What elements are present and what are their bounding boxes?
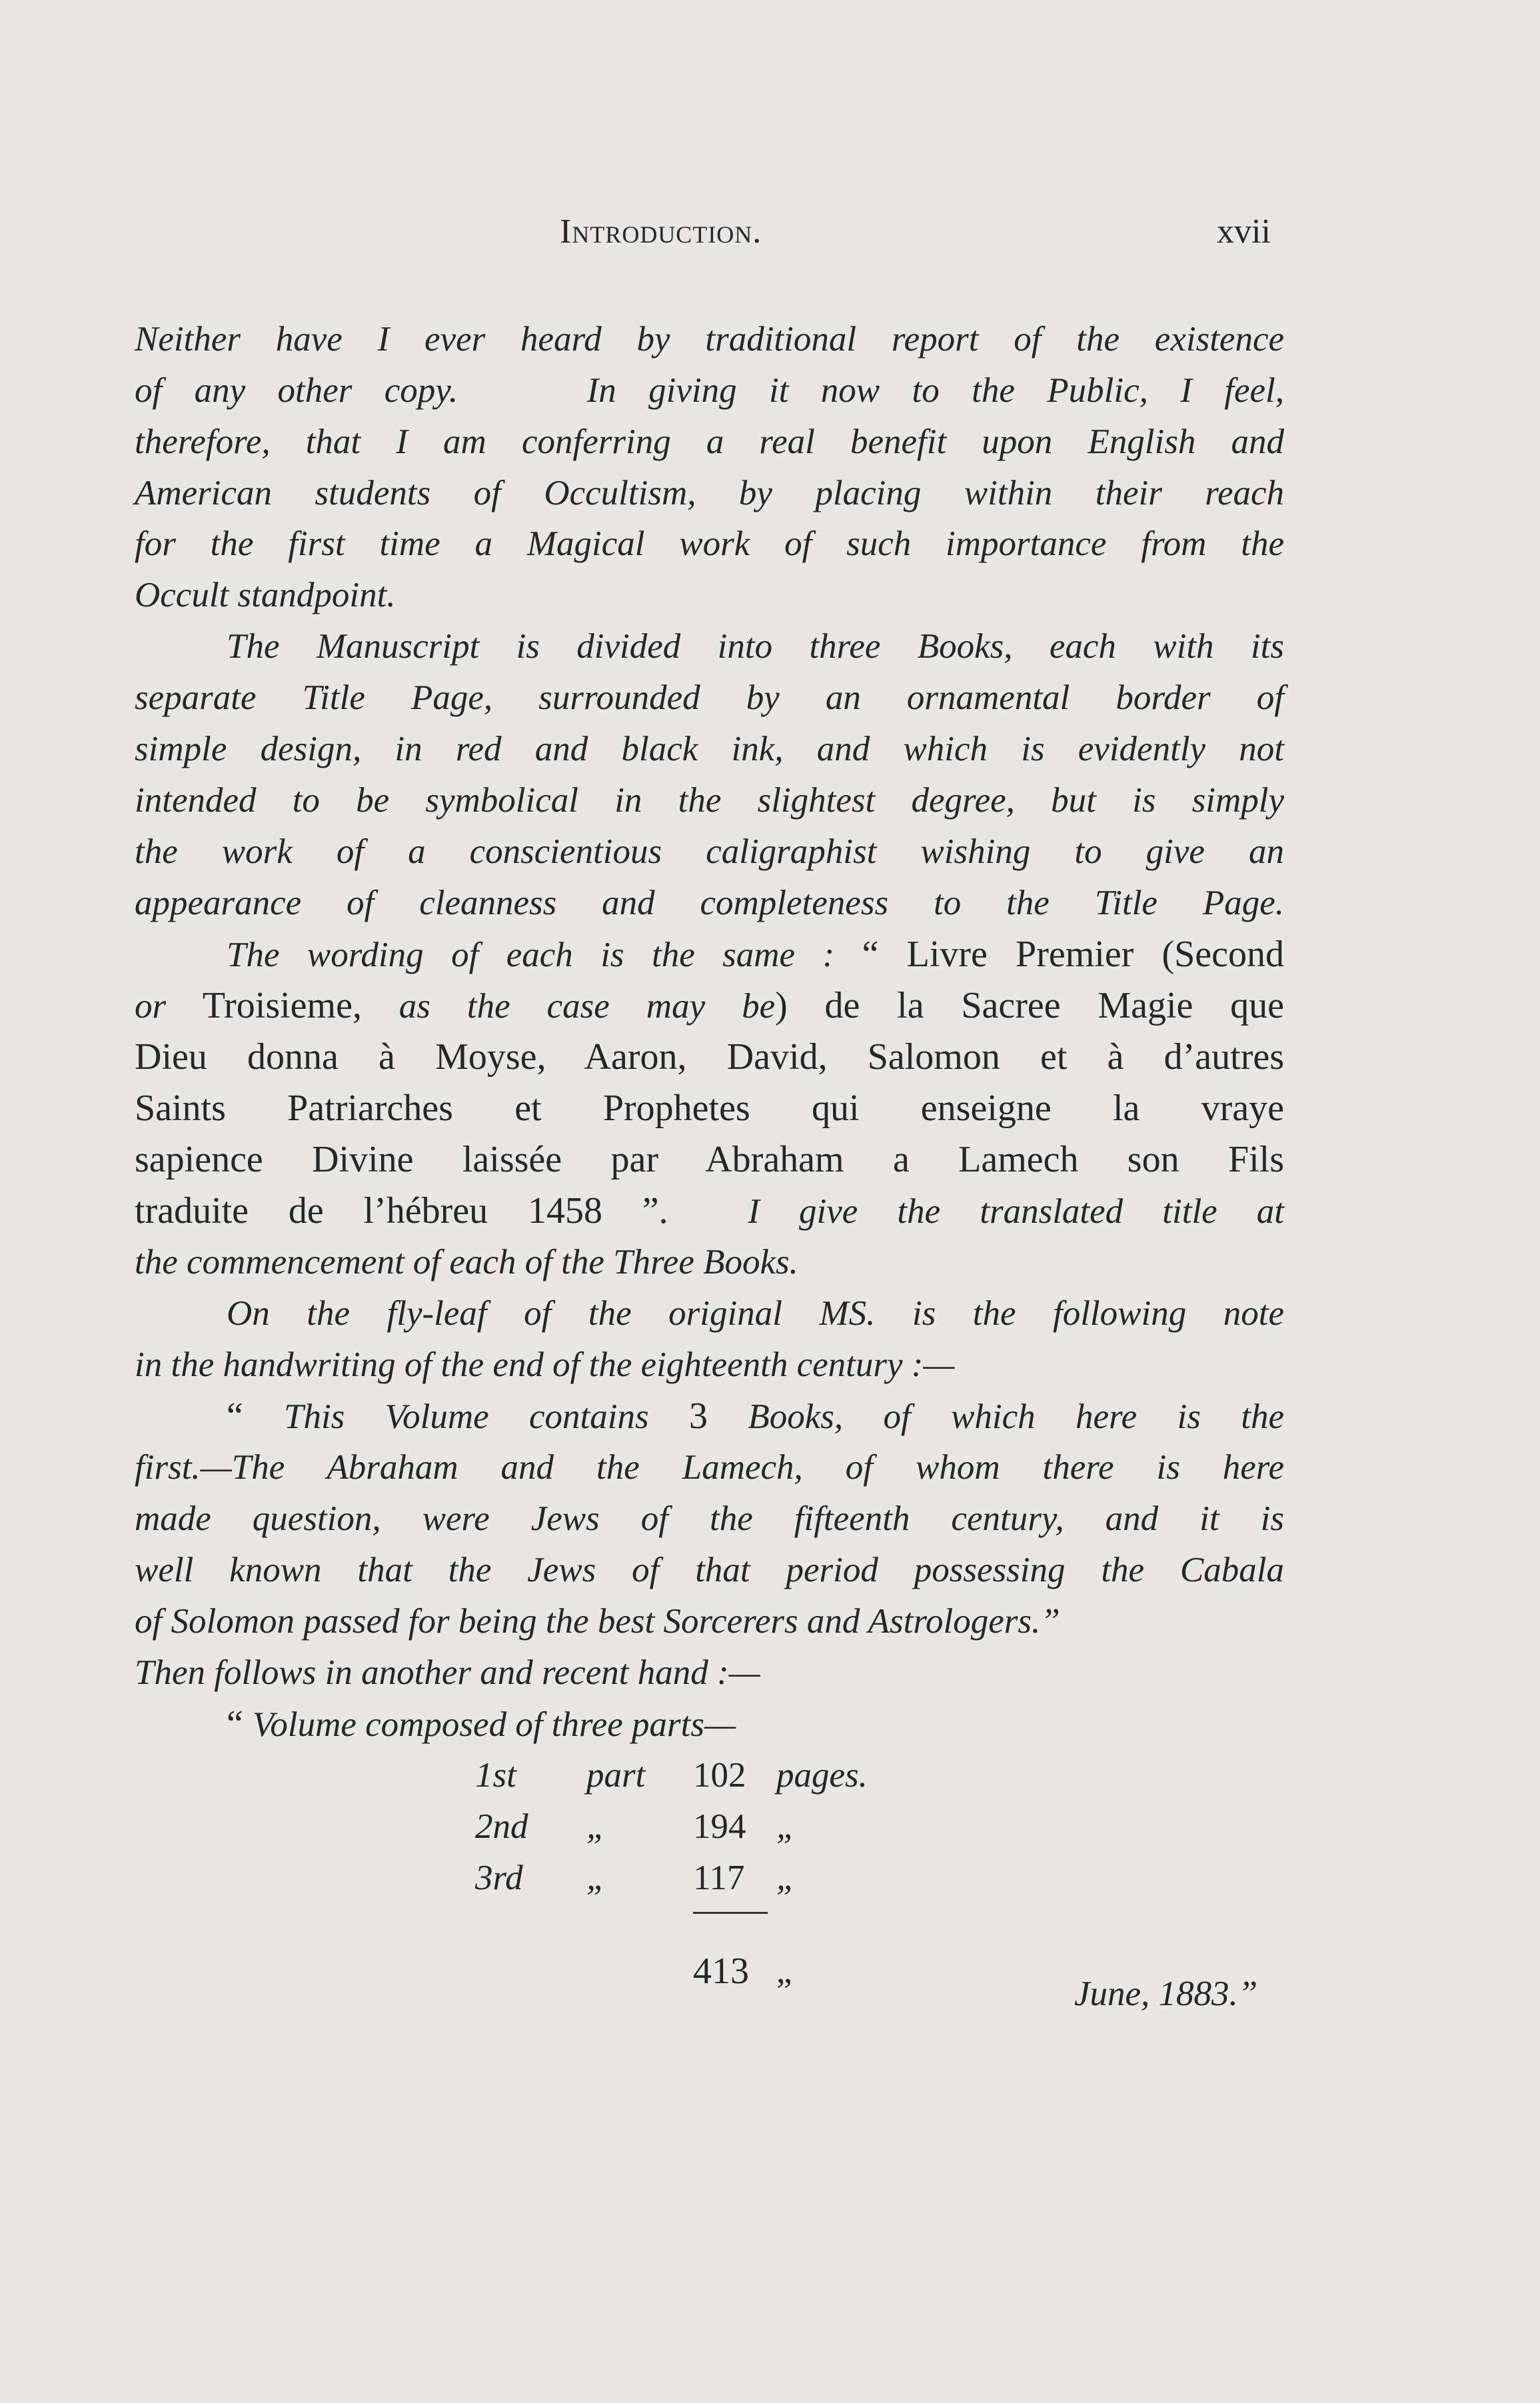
text-line xyxy=(135,1550,1284,1590)
parts-table-label: part xyxy=(586,1756,646,1795)
text-segment: ) de la Sacree Magie que xyxy=(775,985,1284,1026)
text-segment: American students of Occultism, by placing within their reach xyxy=(135,474,1284,512)
parts-table-part: 1st xyxy=(475,1756,516,1795)
parts-table-pages: 117 xyxy=(693,1859,745,1897)
parts-table-unit: pages. xyxy=(776,1756,868,1795)
text-segment: I give the translated title at xyxy=(748,1192,1284,1231)
text-line xyxy=(135,371,1284,410)
text-line xyxy=(135,986,1284,1026)
text-line xyxy=(135,1293,1284,1333)
date-line: June, 1883.” xyxy=(1074,1975,1258,2013)
text-line xyxy=(135,575,1284,615)
text-line xyxy=(135,1499,1284,1539)
text-segment: sapience Divine laissée par Abraham a Lamech son Fils xyxy=(135,1139,1284,1180)
text-segment: “ xyxy=(227,1703,253,1745)
text-segment: the commencement of each of the Three Books. xyxy=(135,1243,798,1281)
parts-table-pages: 194 xyxy=(693,1807,746,1846)
parts-table-pages: 102 xyxy=(693,1756,746,1795)
text-line xyxy=(135,1396,1284,1437)
text-segment: This Volume contains xyxy=(283,1397,689,1436)
text-segment: On the fly-leaf of the original MS. is the following note xyxy=(227,1294,1284,1333)
text-line xyxy=(135,1191,1284,1231)
text-line xyxy=(135,1704,1284,1745)
total-unit: „ xyxy=(776,1952,792,1991)
text-segment: therefore, that I am conferring a real benefit upon English and xyxy=(135,422,1284,461)
total-pages: 413 xyxy=(693,1951,749,1992)
page-number: xvii xyxy=(1217,213,1271,251)
text-segment: The wording of each is the same : xyxy=(227,936,862,974)
text-segment: Occult standpoint. xyxy=(135,576,396,614)
parts-table-unit: „ xyxy=(776,1859,796,1897)
text-segment: of any other copy. In giving it now to the Public, I feel, xyxy=(135,371,1284,410)
text-segment: Dieu donna à Moyse, Aaron, David, Salomon et à d’autres xyxy=(135,1036,1284,1078)
text-segment: “ Livre Premier (Second xyxy=(862,934,1284,975)
text-segment: for the first time a Magical work of such importance from the xyxy=(135,524,1284,563)
text-line xyxy=(135,1242,1284,1282)
text-line xyxy=(135,626,1284,666)
text-line xyxy=(135,1653,1284,1693)
text-line xyxy=(135,1601,1284,1641)
text-line xyxy=(135,1345,1284,1385)
parts-table-unit: „ xyxy=(776,1807,796,1846)
text-line xyxy=(135,780,1284,820)
running-header-title: Introduction. xyxy=(560,213,762,251)
text-segment: “ xyxy=(227,1395,284,1437)
text-segment: intended to be symbolical in the slightest degree, but is simply xyxy=(135,781,1284,820)
text-segment: Books, of which here is the xyxy=(707,1397,1285,1436)
text-line xyxy=(135,934,1284,975)
text-segment: simple design, in red and black ink, and which is evidently not xyxy=(135,730,1284,768)
parts-table-part: 3rd xyxy=(475,1859,523,1897)
text-segment: 3 xyxy=(688,1395,708,1437)
text-segment: Neither have I ever heard by traditional report of the existence xyxy=(135,320,1284,359)
text-segment: or xyxy=(135,987,167,1026)
text-segment: Then follows in another and recent hand :— xyxy=(135,1653,760,1692)
text-segment: traduite de l’hébreu 1458 ”. xyxy=(135,1190,748,1231)
text-segment: the work of a conscientious caligraphist wishing to give an xyxy=(135,832,1284,871)
parts-table-label: „ xyxy=(586,1807,606,1846)
text-line xyxy=(135,524,1284,564)
text-line xyxy=(135,883,1284,923)
text-segment: made question, were Jews of the fifteenth century, and it is xyxy=(135,1499,1284,1538)
text-segment: Volume composed of three parts— xyxy=(252,1705,736,1744)
text-segment: separate Title Page, surrounded by an ornamental border of xyxy=(135,678,1284,717)
text-segment: The Manuscript is divided into three Books, each with its xyxy=(227,627,1284,666)
sum-rule xyxy=(693,1912,768,1914)
text-line xyxy=(135,1447,1284,1487)
text-line xyxy=(135,1140,1284,1180)
parts-table-label: „ xyxy=(586,1859,606,1897)
parts-table-part: 2nd xyxy=(475,1807,528,1846)
text-line xyxy=(135,473,1284,513)
text-line xyxy=(135,678,1284,718)
text-segment: well known that the Jews of that period possessing the Cabala xyxy=(135,1551,1284,1589)
text-segment: Troisieme, xyxy=(166,985,399,1026)
text-line xyxy=(135,422,1284,462)
text-line xyxy=(135,729,1284,769)
text-segment: of Solomon passed for being the best Sorcerers and Astrologers.” xyxy=(135,1602,1060,1641)
text-line xyxy=(135,832,1284,872)
text-segment: first.—The Abraham and the Lamech, of whom there is here xyxy=(135,1448,1284,1487)
text-segment: appearance of cleanness and completeness to the Title Page. xyxy=(135,884,1284,922)
text-segment: as the case may be xyxy=(398,987,776,1026)
text-segment: in the handwriting of the end of the eighteenth century :— xyxy=(135,1345,955,1384)
text-line xyxy=(135,1088,1284,1129)
text-line xyxy=(135,1037,1284,1078)
text-segment: Saints Patriarches et Prophetes qui enseigne la vraye xyxy=(135,1088,1284,1129)
text-line xyxy=(135,319,1284,359)
